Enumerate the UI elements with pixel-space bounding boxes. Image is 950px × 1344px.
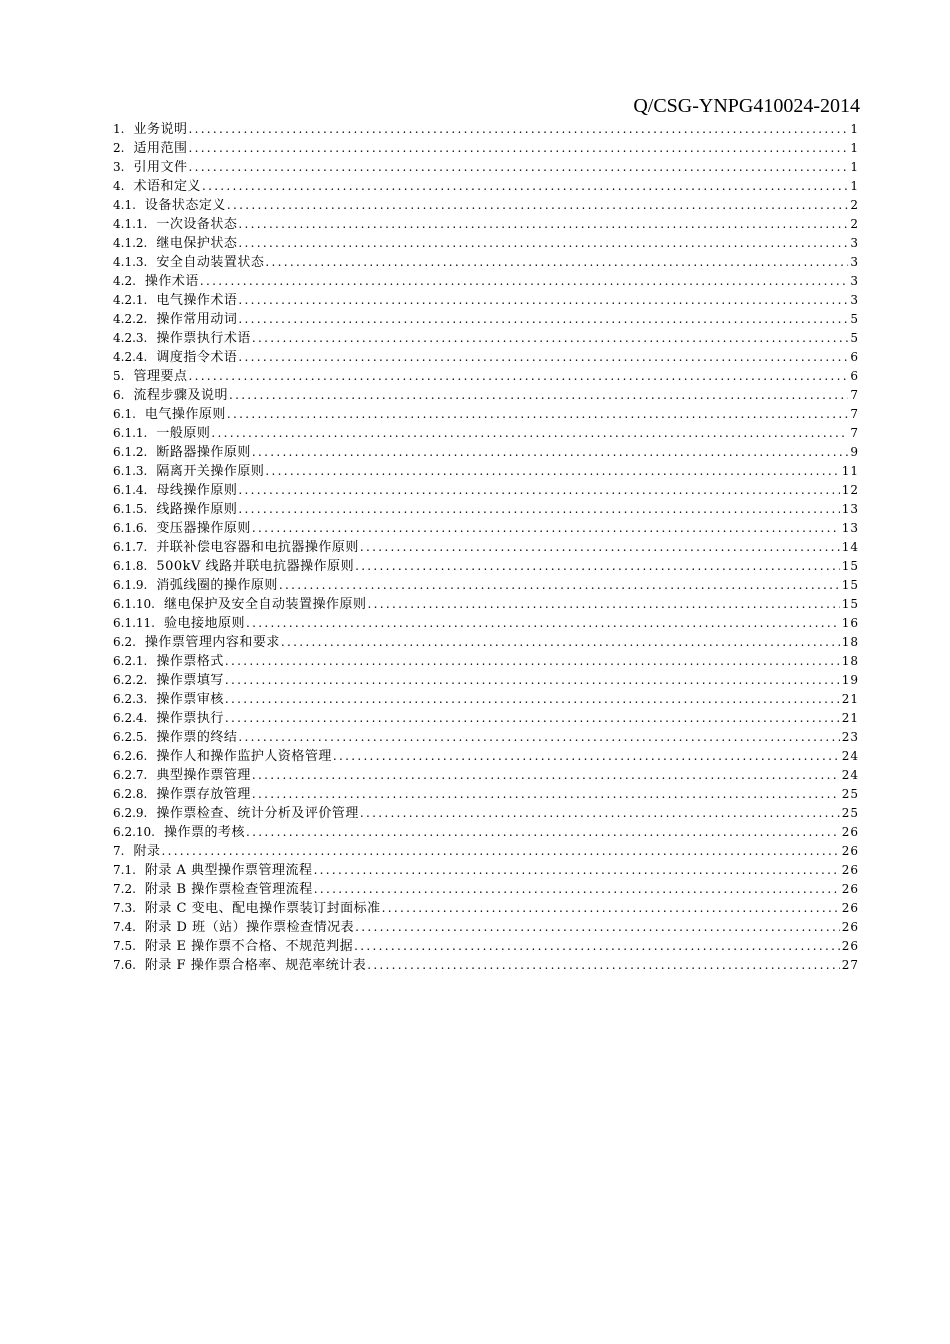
dot-leader bbox=[279, 576, 840, 595]
toc-entry-title: 线路操作原则 bbox=[156, 502, 238, 517]
dot-leader bbox=[238, 291, 848, 310]
toc-entry-title: 操作票的考核 bbox=[163, 825, 245, 840]
toc-entry-page-number: 26 bbox=[841, 939, 859, 953]
dot-leader bbox=[252, 329, 848, 348]
toc-entry-number: 6.1.5. bbox=[113, 502, 148, 516]
toc-entry-page-number: 2 bbox=[850, 198, 859, 212]
toc-entry[interactable] bbox=[113, 842, 859, 861]
toc-entry-page-number: 1 bbox=[850, 122, 859, 136]
toc-entry-number: 6.1.1. bbox=[113, 426, 148, 440]
dot-leader bbox=[225, 690, 840, 709]
toc-entry[interactable] bbox=[113, 557, 859, 576]
toc-entry-title: 附录 F 操作票合格率、规范率统计表 bbox=[144, 958, 367, 973]
toc-entry-number: 4.1. bbox=[113, 198, 136, 212]
toc-entry-page-number: 3 bbox=[850, 236, 859, 250]
toc-entry-number: 6.1. bbox=[113, 407, 136, 421]
dot-leader bbox=[252, 519, 840, 538]
toc-entry[interactable] bbox=[113, 861, 859, 880]
dot-leader bbox=[238, 234, 848, 253]
toc-entry-number: 6.1.3. bbox=[113, 464, 148, 478]
toc-entry-title: 操作票的终结 bbox=[156, 730, 238, 745]
toc-entry-title: 附录 A 典型操作票管理流程 bbox=[144, 863, 313, 878]
toc-entry[interactable] bbox=[113, 158, 859, 177]
toc-entry-number: 4.2.2. bbox=[113, 312, 148, 326]
toc-entry-number: 4.2. bbox=[113, 274, 136, 288]
toc-entry-page-number: 26 bbox=[841, 844, 859, 858]
toc-entry-number: 6.2.7. bbox=[113, 768, 148, 782]
toc-entry[interactable] bbox=[113, 652, 859, 671]
toc-entry-number: 6.1.8. bbox=[113, 559, 148, 573]
dot-leader bbox=[227, 196, 848, 215]
toc-entry-number: 7.3. bbox=[113, 901, 136, 915]
toc-entry-title: 500kV 线路并联电抗器操作原则 bbox=[156, 559, 355, 574]
toc-entry-number: 1. bbox=[113, 122, 125, 136]
toc-entry-title: 消弧线圈的操作原则 bbox=[156, 578, 278, 593]
toc-entry-page-number: 27 bbox=[841, 958, 859, 972]
toc-entry[interactable] bbox=[113, 329, 859, 348]
toc-entry-page-number: 1 bbox=[850, 160, 859, 174]
toc-entry-number: 6.2.5. bbox=[113, 730, 148, 744]
toc-entry-number: 4.1.3. bbox=[113, 255, 148, 269]
toc-entry-number: 6.1.4. bbox=[113, 483, 148, 497]
toc-entry-page-number: 12 bbox=[841, 483, 859, 497]
toc-entry[interactable] bbox=[113, 880, 859, 899]
toc-entry-title: 操作票管理内容和要求 bbox=[144, 635, 280, 650]
toc-entry-number: 6.2.6. bbox=[113, 749, 148, 763]
toc-entry[interactable] bbox=[113, 766, 859, 785]
toc-entry-number: 6.1.6. bbox=[113, 521, 148, 535]
toc-entry[interactable] bbox=[113, 120, 859, 139]
toc-entry-title: 操作票执行术语 bbox=[156, 331, 251, 346]
toc-entry-page-number: 5 bbox=[850, 331, 859, 345]
toc-entry-title: 附录 B 操作票检查管理流程 bbox=[144, 882, 313, 897]
dot-leader bbox=[355, 918, 840, 937]
toc-entry-title: 隔离开关操作原则 bbox=[156, 464, 265, 479]
toc-entry-number: 6.2.9. bbox=[113, 806, 148, 820]
toc-entry-page-number: 25 bbox=[841, 806, 859, 820]
toc-entry[interactable] bbox=[113, 500, 859, 519]
toc-entry-number: 2. bbox=[113, 141, 125, 155]
dot-leader bbox=[229, 386, 848, 405]
dot-leader bbox=[225, 671, 840, 690]
toc-entry[interactable] bbox=[113, 443, 859, 462]
toc-entry-title: 一次设备状态 bbox=[156, 217, 238, 232]
toc-entry-title: 母线操作原则 bbox=[156, 483, 238, 498]
dot-leader bbox=[355, 557, 840, 576]
toc-entry[interactable] bbox=[113, 937, 859, 956]
toc-entry[interactable] bbox=[113, 519, 859, 538]
toc-entry-title: 验电接地原则 bbox=[163, 616, 245, 631]
toc-entry-title: 电气操作原则 bbox=[144, 407, 226, 422]
toc-entry[interactable] bbox=[113, 481, 859, 500]
toc-entry-page-number: 24 bbox=[841, 768, 859, 782]
toc-entry[interactable] bbox=[113, 918, 859, 937]
toc-entry-title: 继电保护状态 bbox=[156, 236, 238, 251]
toc-entry-number: 7.4. bbox=[113, 920, 136, 934]
dot-leader bbox=[188, 367, 848, 386]
toc-entry-title: 继电保护及安全自动装置操作原则 bbox=[163, 597, 367, 612]
toc-entry-number: 6.1.2. bbox=[113, 445, 148, 459]
toc-entry-title: 变压器操作原则 bbox=[156, 521, 251, 536]
toc-entry[interactable] bbox=[113, 253, 859, 272]
dot-leader bbox=[252, 785, 840, 804]
toc-entry-number: 6.2.3. bbox=[113, 692, 148, 706]
toc-entry-title: 操作术语 bbox=[144, 274, 199, 289]
toc-entry-page-number: 16 bbox=[841, 616, 859, 630]
dot-leader bbox=[238, 310, 848, 329]
toc-entry-number: 4.2.3. bbox=[113, 331, 148, 345]
toc-entry-title: 附录 C 变电、配电操作票装订封面标准 bbox=[144, 901, 381, 916]
toc-entry-page-number: 7 bbox=[850, 407, 859, 421]
toc-entry-title: 操作票检查、统计分析及评价管理 bbox=[156, 806, 359, 821]
toc-entry-title: 管理要点 bbox=[133, 369, 188, 384]
toc-entry-page-number: 21 bbox=[841, 711, 859, 725]
toc-entry-number: 6. bbox=[113, 388, 125, 402]
toc-entry[interactable] bbox=[113, 747, 859, 766]
dot-leader bbox=[333, 747, 840, 766]
toc-entry-page-number: 9 bbox=[850, 445, 859, 459]
dot-leader bbox=[188, 158, 848, 177]
toc-entry-page-number: 1 bbox=[850, 179, 859, 193]
dot-leader bbox=[314, 861, 840, 880]
toc-entry-title: 操作票存放管理 bbox=[156, 787, 251, 802]
table-of-contents bbox=[113, 120, 859, 975]
toc-entry-number: 7.6. bbox=[113, 958, 136, 972]
toc-entry-title: 术语和定义 bbox=[133, 179, 201, 194]
dot-leader bbox=[382, 899, 840, 918]
toc-entry-number: 6.2.4. bbox=[113, 711, 148, 725]
dot-leader bbox=[202, 177, 848, 196]
toc-entry-title: 一般原则 bbox=[156, 426, 211, 441]
toc-entry[interactable] bbox=[113, 728, 859, 747]
toc-entry-number: 6.1.7. bbox=[113, 540, 148, 554]
dot-leader bbox=[211, 424, 848, 443]
dot-leader bbox=[360, 538, 840, 557]
dot-leader bbox=[246, 823, 840, 842]
toc-entry-title: 安全自动装置状态 bbox=[156, 255, 265, 270]
toc-entry[interactable] bbox=[113, 291, 859, 310]
toc-entry-title: 操作常用动词 bbox=[156, 312, 238, 327]
toc-entry-page-number: 26 bbox=[841, 901, 859, 915]
toc-entry[interactable] bbox=[113, 272, 859, 291]
toc-entry-number: 4.2.4. bbox=[113, 350, 148, 364]
toc-entry-number: 6.1.10. bbox=[113, 597, 155, 611]
toc-entry-number: 6.1.9. bbox=[113, 578, 148, 592]
toc-entry-page-number: 3 bbox=[850, 293, 859, 307]
dot-leader bbox=[238, 348, 848, 367]
toc-entry-title: 操作票审核 bbox=[156, 692, 224, 707]
toc-entry[interactable] bbox=[113, 139, 859, 158]
toc-entry[interactable] bbox=[113, 234, 859, 253]
toc-entry[interactable] bbox=[113, 386, 859, 405]
toc-entry-page-number: 13 bbox=[841, 521, 859, 535]
dot-leader bbox=[188, 120, 848, 139]
toc-entry-page-number: 21 bbox=[841, 692, 859, 706]
toc-entry[interactable] bbox=[113, 690, 859, 709]
toc-entry[interactable] bbox=[113, 576, 859, 595]
dot-leader bbox=[225, 652, 840, 671]
toc-entry-page-number: 15 bbox=[841, 597, 859, 611]
toc-entry[interactable] bbox=[113, 196, 859, 215]
dot-leader bbox=[265, 462, 839, 481]
toc-entry-title: 并联补偿电容器和电抗器操作原则 bbox=[156, 540, 359, 555]
dot-leader bbox=[354, 937, 840, 956]
dot-leader bbox=[227, 405, 848, 424]
toc-entry-page-number: 6 bbox=[850, 369, 859, 383]
toc-entry-number: 5. bbox=[113, 369, 125, 383]
toc-entry-title: 操作票格式 bbox=[156, 654, 224, 669]
toc-entry-number: 6.2.1. bbox=[113, 654, 148, 668]
toc-entry-page-number: 11 bbox=[841, 464, 859, 478]
toc-entry-page-number: 7 bbox=[850, 426, 859, 440]
toc-entry[interactable] bbox=[113, 785, 859, 804]
toc-entry-title: 典型操作票管理 bbox=[156, 768, 251, 783]
dot-leader bbox=[367, 956, 840, 975]
dot-leader bbox=[252, 766, 840, 785]
toc-entry-page-number: 15 bbox=[841, 559, 859, 573]
toc-entry[interactable] bbox=[113, 956, 859, 975]
toc-entry-number: 7. bbox=[113, 844, 125, 858]
dot-leader bbox=[238, 481, 839, 500]
toc-entry-page-number: 25 bbox=[841, 787, 859, 801]
toc-entry-title: 流程步骤及说明 bbox=[133, 388, 228, 403]
toc-entry-page-number: 18 bbox=[841, 654, 859, 668]
toc-entry-page-number: 26 bbox=[841, 920, 859, 934]
toc-entry-title: 引用文件 bbox=[133, 160, 188, 175]
toc-entry[interactable] bbox=[113, 823, 859, 842]
dot-leader bbox=[238, 728, 839, 747]
toc-entry-title: 断路器操作原则 bbox=[156, 445, 251, 460]
toc-entry-page-number: 6 bbox=[850, 350, 859, 364]
dot-leader bbox=[225, 709, 840, 728]
toc-entry-number: 4.1.1. bbox=[113, 217, 148, 231]
toc-entry[interactable] bbox=[113, 348, 859, 367]
toc-entry-title: 附录 bbox=[133, 844, 161, 859]
toc-entry[interactable] bbox=[113, 215, 859, 234]
toc-entry-number: 4.2.1. bbox=[113, 293, 148, 307]
toc-entry-page-number: 26 bbox=[841, 863, 859, 877]
toc-entry[interactable] bbox=[113, 899, 859, 918]
toc-entry[interactable] bbox=[113, 595, 859, 614]
toc-entry-page-number: 15 bbox=[841, 578, 859, 592]
toc-entry-number: 7.5. bbox=[113, 939, 136, 953]
toc-entry-page-number: 7 bbox=[850, 388, 859, 402]
toc-entry-title: 附录 E 操作票不合格、不规范判据 bbox=[144, 939, 354, 954]
toc-entry-number: 6.2. bbox=[113, 635, 136, 649]
toc-entry-title: 设备状态定义 bbox=[144, 198, 226, 213]
toc-entry-title: 适用范围 bbox=[133, 141, 188, 156]
dot-leader bbox=[238, 215, 848, 234]
dot-leader bbox=[188, 139, 848, 158]
toc-entry-page-number: 3 bbox=[850, 255, 859, 269]
dot-leader bbox=[265, 253, 848, 272]
document-code: Q/CSG-YNPG410024-2014 bbox=[633, 95, 860, 117]
toc-entry[interactable] bbox=[113, 462, 859, 481]
toc-entry-page-number: 26 bbox=[841, 825, 859, 839]
toc-entry[interactable] bbox=[113, 538, 859, 557]
toc-entry-page-number: 19 bbox=[841, 673, 859, 687]
toc-entry[interactable] bbox=[113, 310, 859, 329]
dot-leader bbox=[281, 633, 840, 652]
dot-leader bbox=[200, 272, 848, 291]
toc-entry-page-number: 24 bbox=[841, 749, 859, 763]
toc-entry-title: 操作票填写 bbox=[156, 673, 224, 688]
toc-entry[interactable] bbox=[113, 367, 859, 386]
toc-entry-page-number: 14 bbox=[841, 540, 859, 554]
toc-entry[interactable] bbox=[113, 804, 859, 823]
toc-entry-page-number: 26 bbox=[841, 882, 859, 896]
dot-leader bbox=[252, 443, 848, 462]
toc-entry-title: 附录 D 班（站）操作票检查情况表 bbox=[144, 920, 355, 935]
toc-entry[interactable] bbox=[113, 614, 859, 633]
toc-entry-page-number: 13 bbox=[841, 502, 859, 516]
toc-entry-page-number: 5 bbox=[850, 312, 859, 326]
toc-entry-number: 4.1.2. bbox=[113, 236, 148, 250]
toc-entry-number: 4. bbox=[113, 179, 125, 193]
toc-entry-number: 6.2.8. bbox=[113, 787, 148, 801]
dot-leader bbox=[238, 500, 839, 519]
toc-entry-page-number: 2 bbox=[850, 217, 859, 231]
toc-entry-number: 7.1. bbox=[113, 863, 136, 877]
toc-entry[interactable] bbox=[113, 424, 859, 443]
toc-entry-page-number: 18 bbox=[841, 635, 859, 649]
toc-entry-title: 电气操作术语 bbox=[156, 293, 238, 308]
toc-entry-number: 7.2. bbox=[113, 882, 136, 896]
toc-entry-number: 6.2.2. bbox=[113, 673, 148, 687]
toc-entry-title: 操作人和操作监护人资格管理 bbox=[156, 749, 332, 764]
toc-entry-number: 6.2.10. bbox=[113, 825, 155, 839]
toc-entry[interactable] bbox=[113, 405, 859, 424]
toc-entry-title: 业务说明 bbox=[133, 122, 188, 137]
toc-entry-number: 3. bbox=[113, 160, 125, 174]
toc-entry[interactable] bbox=[113, 177, 859, 196]
dot-leader bbox=[246, 614, 840, 633]
toc-entry-page-number: 3 bbox=[850, 274, 859, 288]
toc-entry[interactable] bbox=[113, 633, 859, 652]
dot-leader bbox=[314, 880, 840, 899]
dot-leader bbox=[368, 595, 840, 614]
toc-entry[interactable] bbox=[113, 709, 859, 728]
toc-entry[interactable] bbox=[113, 671, 859, 690]
toc-entry-page-number: 23 bbox=[841, 730, 859, 744]
toc-entry-title: 操作票执行 bbox=[156, 711, 224, 726]
toc-entry-page-number: 1 bbox=[850, 141, 859, 155]
dot-leader bbox=[360, 804, 840, 823]
toc-entry-title: 调度指令术语 bbox=[156, 350, 238, 365]
dot-leader bbox=[161, 842, 839, 861]
toc-entry-number: 6.1.11. bbox=[113, 616, 155, 630]
